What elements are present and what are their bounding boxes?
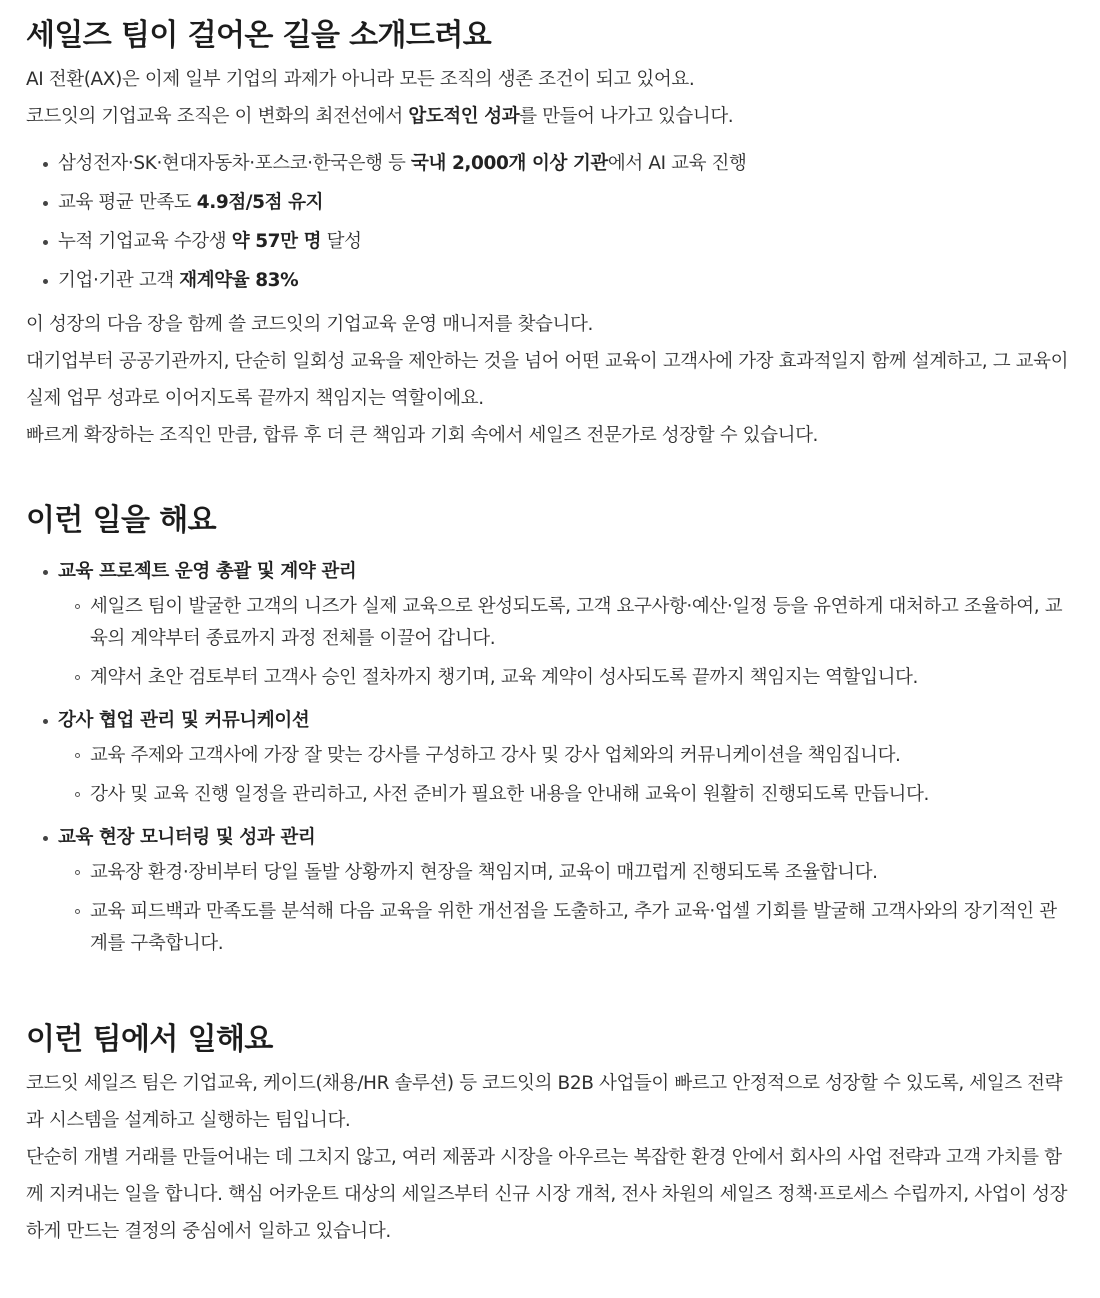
intro-paragraph-5: 빠르게 확장하는 조직인 만큼, 합류 후 더 큰 책임과 기회 속에서 세일즈 전문가로 성장할 수 있습니다. [26, 425, 819, 446]
task-list [26, 553, 1074, 959]
task-detail: 교육장 환경·장비부터 당일 돌발 상황까지 현장을 책임지며, 교육이 매끄럽게 진행되도록 조율합니다. [58, 857, 1074, 889]
achievement-highlight: 4.9점/5점 유지 [196, 192, 324, 213]
work-section [26, 499, 1074, 959]
team-section [26, 1018, 1074, 1250]
task-detail-list [58, 591, 1074, 694]
achievement-item [26, 144, 1074, 183]
intro-paragraph-4: 대기업부터 공공기관까지, 단순히 일회성 교육을 제안하는 것을 넘어 어떤 교육이 고객사에 가장 효과적일지 함께 설계하고, 그 교육이 실제 업무 성과로 이어지도록 끝까지 책임지는 역할이에요. [26, 351, 1069, 409]
intro-section [26, 14, 1074, 454]
task-detail-list [58, 740, 1074, 811]
intro-paragraph-2-text: 코드잇의 기업교육 조직은 이 변화의 최전선에서 [26, 106, 409, 127]
achievement-text: 누적 기업교육 수강생 [58, 231, 232, 252]
achievement-highlight: 약 57만 명 [231, 231, 322, 252]
intro-paragraph-2-emphasis: 압도적인 성과 [408, 106, 520, 127]
intro-paragraph-2-text-end: 를 만들어 나가고 있습니다. [519, 106, 734, 127]
task-detail-list [58, 857, 1074, 960]
achievement-item [26, 261, 1074, 300]
team-paragraph-2: 단순히 개별 거래를 만들어내는 데 그치지 않고, 여러 제품과 시장을 아우르는 복잡한 환경 안에서 회사의 사업 전략과 고객 가치를 함께 지켜내는 일을 합니다. 핵심 어카운트 대상의 세일즈부터 신규 시장 개척, 전사 차원의 세일즈 정책·프로세스 수립까지, 사업이 성장하게 만드는 결정의 중심에서 일하고 있습니다. [26, 1147, 1068, 1242]
achievement-list [26, 144, 1074, 300]
achievement-highlight: 국내 2,000개 이상 기관 [410, 153, 608, 174]
achievement-text-end: 달성 [321, 231, 362, 252]
achievement-item [26, 222, 1074, 261]
achievement-text-end: 에서 AI 교육 진행 [607, 153, 747, 174]
achievement-text: 삼성전자·SK·현대자동차·포스코·한국은행 등 [58, 153, 411, 174]
task-detail: 세일즈 팀이 발굴한 고객의 니즈가 실제 교육으로 완성되도록, 고객 요구사항·예산·일정 등을 유연하게 대처하고 조율하여, 교육의 계약부터 종료까지 과정 전체를 이끌어 갑니다. [58, 591, 1074, 654]
achievement-text: 교육 평균 만족도 [58, 192, 197, 213]
task-detail: 계약서 초안 검토부터 고객사 승인 절차까지 챙기며, 교육 계약이 성사되도록 끝까지 책임지는 역할입니다. [58, 662, 1074, 694]
intro-paragraph-2 [26, 98, 1074, 135]
team-heading: 이런 팀에서 일해요 [26, 1022, 273, 1057]
achievement-text: 기업·기관 고객 [58, 270, 180, 291]
intro-paragraph-3: 이 성장의 다음 장을 함께 쓸 코드잇의 기업교육 운영 매니저를 찾습니다. [26, 314, 593, 335]
work-heading: 이런 일을 해요 [26, 503, 216, 538]
task-title: 교육 프로젝트 운영 총괄 및 계약 관리 [58, 561, 357, 582]
task-title: 교육 현장 모니터링 및 성과 관리 [58, 826, 316, 848]
achievement-highlight: 재계약율 83% [179, 270, 299, 291]
task-item [26, 819, 1074, 960]
task-detail: 강사 및 교육 진행 일정을 관리하고, 사전 준비가 필요한 내용을 안내해 교육이 원활히 진행되도록 만듭니다. [58, 779, 1074, 811]
task-detail: 교육 주제와 고객사에 가장 잘 맞는 강사를 구성하고 강사 및 강사 업체와의 커뮤니케이션을 책임집니다. [58, 740, 1074, 772]
task-item [26, 553, 1074, 694]
task-item [26, 702, 1074, 811]
team-paragraph-1: 코드잇 세일즈 팀은 기업교육, 케이드(채용/HR 솔루션) 등 코드잇의 B2B 사업들이 빠르고 안정적으로 성장할 수 있도록, 세일즈 전략과 시스템을 설계하고 실행하는 팀입니다. [26, 1073, 1063, 1131]
intro-paragraph-1: AI 전환(AX)은 이제 일부 기업의 과제가 아니라 모든 조직의 생존 조건이 되고 있어요. [26, 69, 695, 90]
intro-heading: 세일즈 팀이 걸어온 길을 소개드려요 [26, 18, 492, 53]
task-title: 강사 협업 관리 및 커뮤니케이션 [58, 709, 310, 731]
task-detail: 교육 피드백과 만족도를 분석해 다음 교육을 위한 개선점을 도출하고, 추가 교육·업셀 기회를 발굴해 고객사와의 장기적인 관계를 구축합니다. [58, 896, 1074, 959]
achievement-item [26, 183, 1074, 222]
